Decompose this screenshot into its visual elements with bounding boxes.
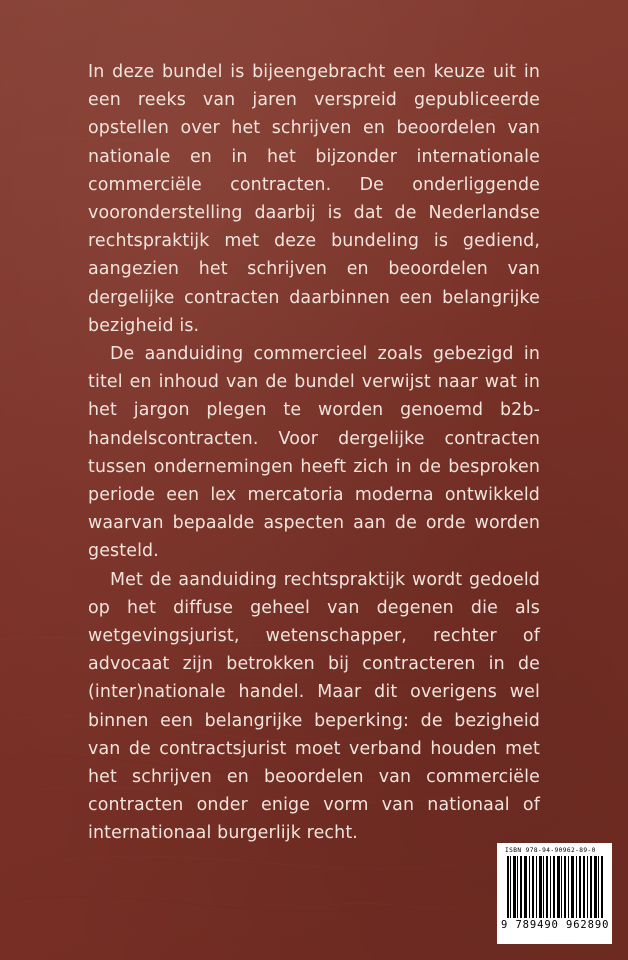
blurb-paragraph-3: Met de aanduiding rechtspraktijk wordt gedoeld op het diffuse geheel van degenen die als wetgevingsjurist, wetenschapper, rechter of advocaat zijn betrokken bij contracteren in de (inter)nationale handel. Maar dit overigens wel binnen een belangrijke beperking: de bezigheid van de contractsjurist moet verband houden met het schrijven en beoordelen van commerciële contracten onder enige vorm van nationaal of internationaal burgerlijk recht. xyxy=(88,569,540,844)
barcode-bars xyxy=(507,856,604,918)
barcode-block xyxy=(497,843,612,944)
back-cover-blurb xyxy=(88,58,540,848)
blurb-paragraph-1: In deze bundel is bijeengebracht een keuze uit in een reeks van jaren verspreid gepubliceerde opstellen over het schrijven en beoordelen van nationale en in het bijzonder internationale commerciële contracten. De onderliggende vooronderstelling daarbij is dat de Nederlandse rechtspraktijk met deze bundeling is gediend, aangezien het schrijven en beoordelen van dergelijke contracten daarbinnen een belangrijke bezigheid is. xyxy=(88,62,540,336)
blurb-paragraph-2: De aanduiding commercieel zoals gebezigd in titel en inhoud van de bundel verwijst naar wat in het jargon plegen te worden genoemd b2b-handelscontracten. Voor dergelijke contracten tussen ondernemingen heeft zich in de besproken periode een lex mercatoria moderna ontwikkeld waarvan bepaalde aspecten aan de orde worden gesteld. xyxy=(88,344,540,562)
isbn-label: ISBN 978-94-90962-89-0 xyxy=(505,847,596,854)
barcode-digits: 9 789490 962890 xyxy=(501,919,610,931)
